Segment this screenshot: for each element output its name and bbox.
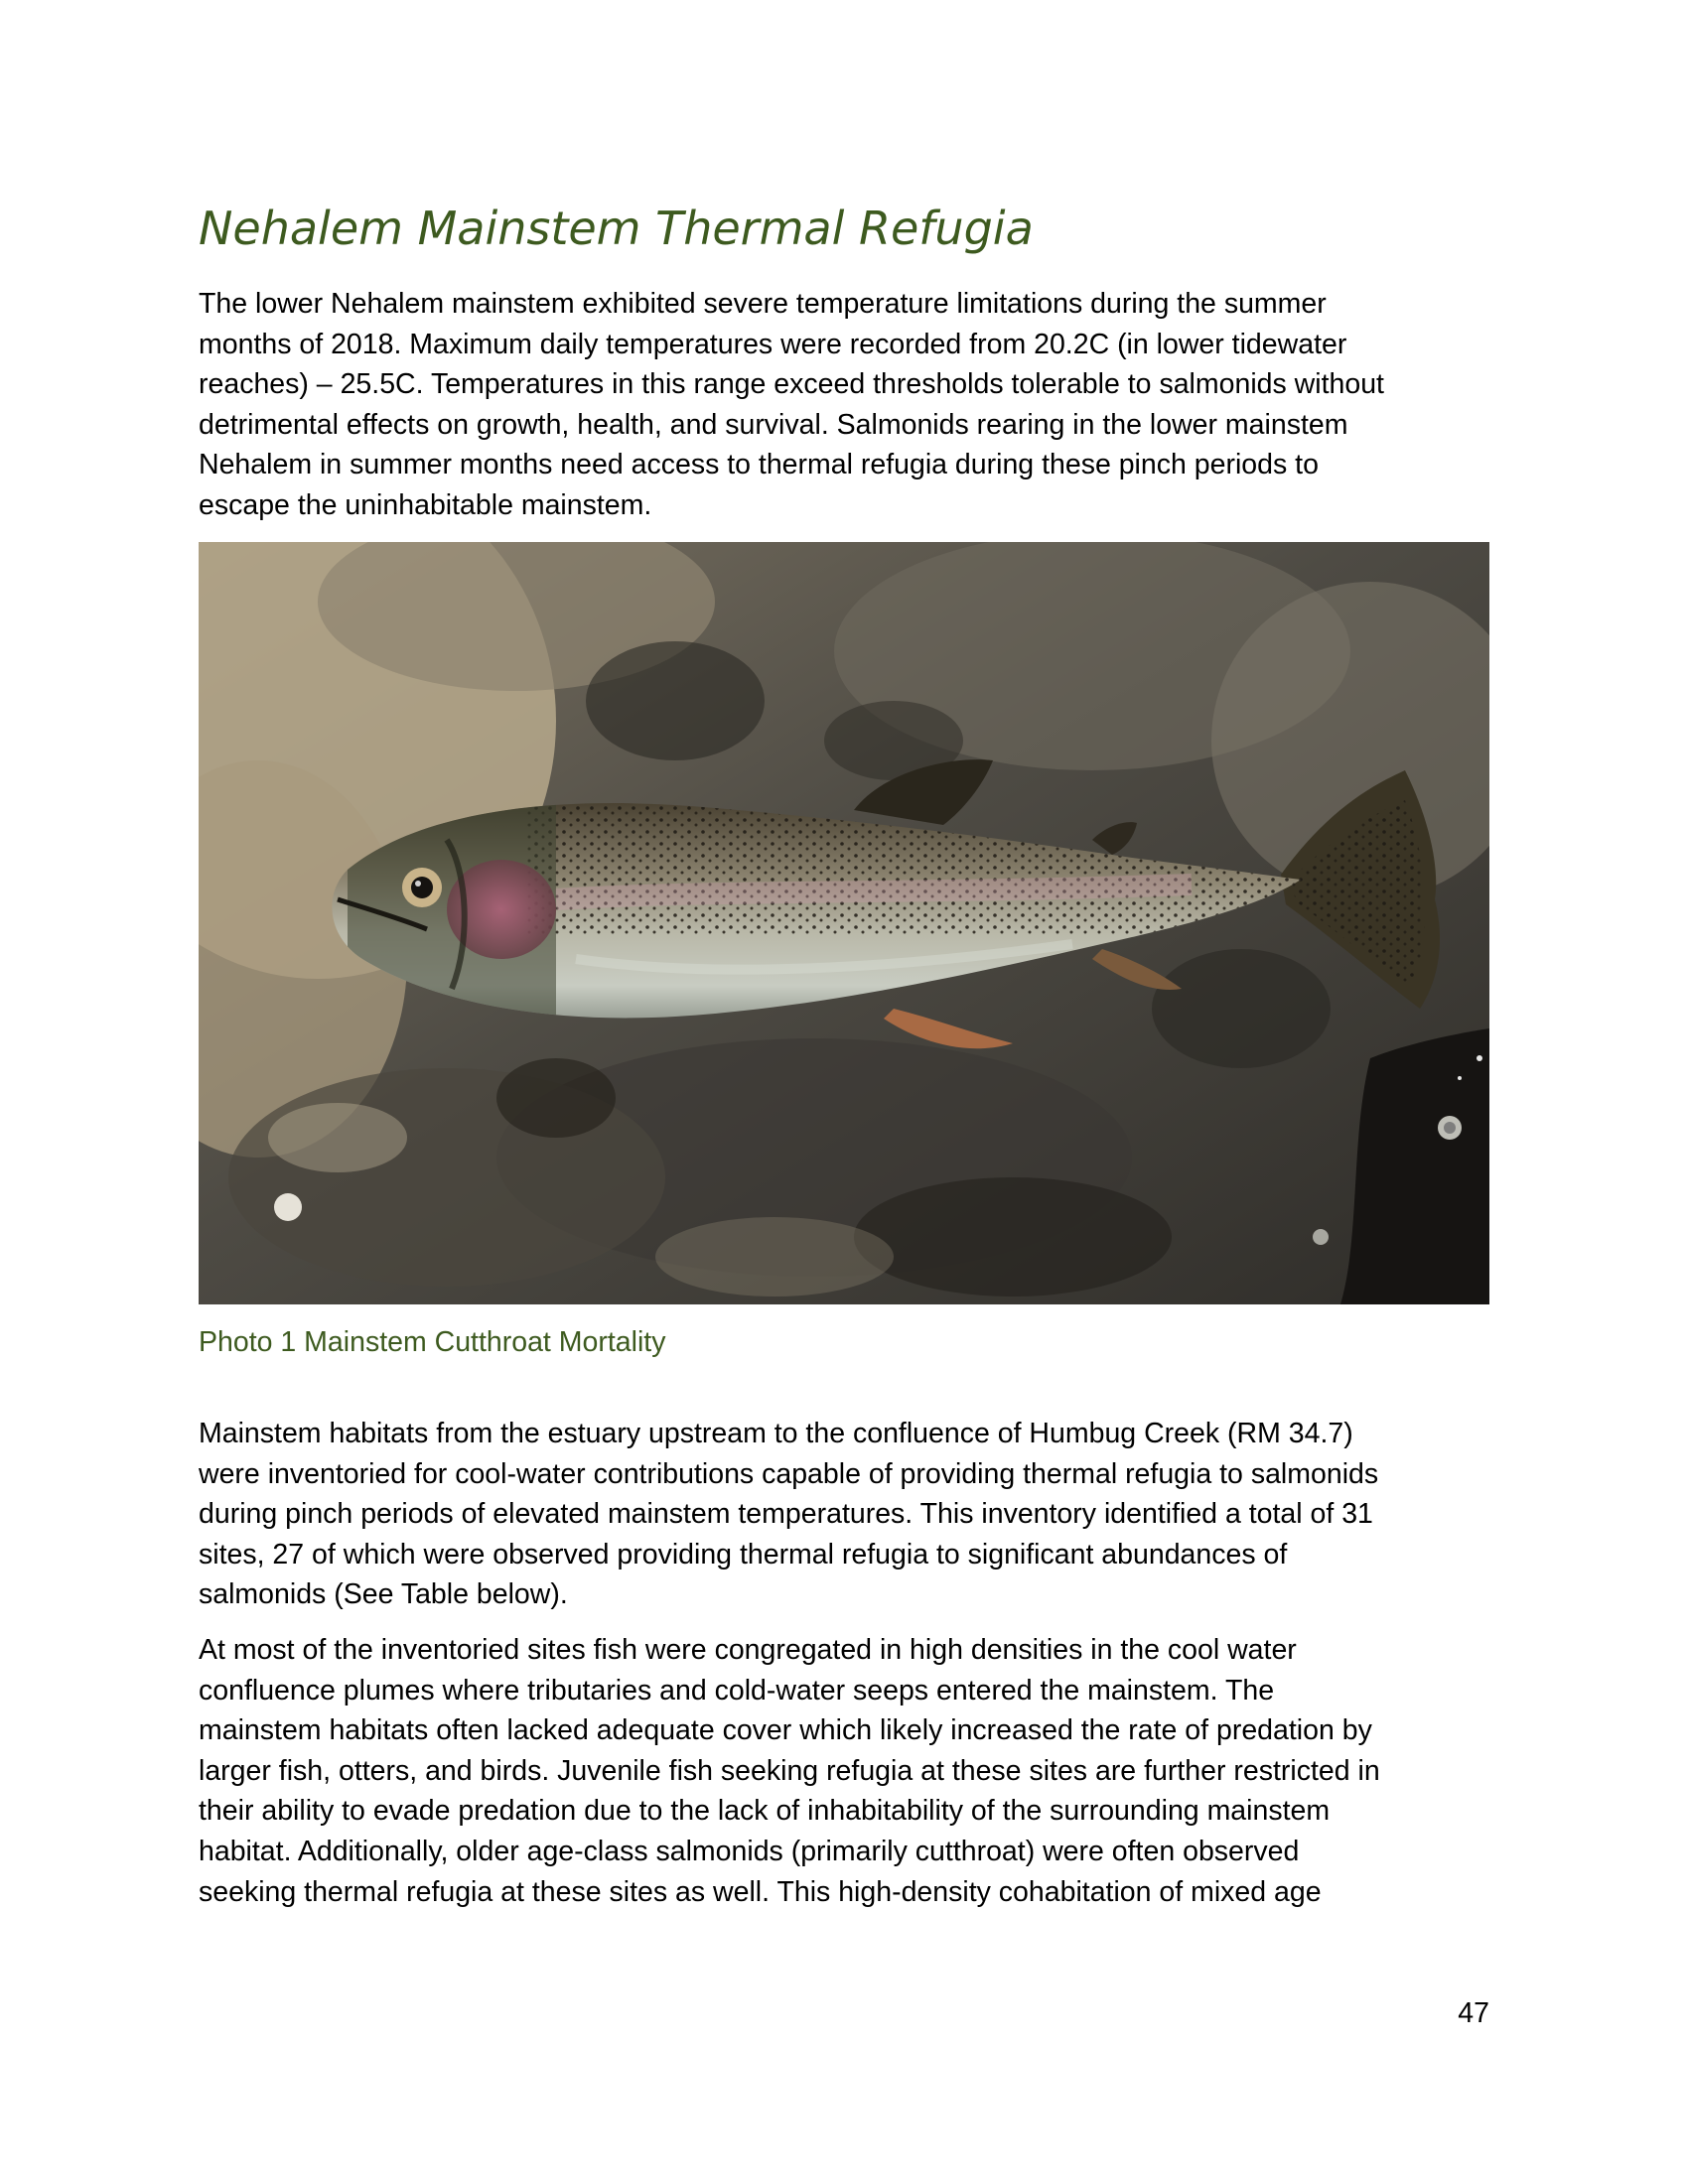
paragraph-line: confluence plumes where tributaries and cold-water seeps entered the mainstem. The	[199, 1674, 1275, 1706]
paragraph-line: Mainstem habitats from the estuary upstream to the confluence of Humbug Creek (RM 34.7)	[199, 1418, 1353, 1449]
page-title: Nehalem Mainstem Thermal Refugia	[199, 202, 1034, 255]
paragraph-line: reaches) – 25.5C. Temperatures in this range exceed thresholds tolerable to salmonids without	[199, 368, 1384, 401]
paragraph-line: sites, 27 of which were observed providing thermal refugia to significant abundances of	[199, 1538, 1288, 1570]
paragraph-line: The lower Nehalem mainstem exhibited severe temperature limitations during the summer	[199, 288, 1327, 320]
paragraph-inventory	[199, 1414, 1489, 1615]
paragraph-line: salmonids (See Table below).	[199, 1578, 568, 1611]
paragraph-line: larger fish, otters, and birds. Juvenile fish seeking refugia at these sites are further restricted in	[199, 1754, 1380, 1787]
page-number: 47	[1458, 1997, 1489, 2029]
paragraph-line: detrimental effects on growth, health, and survival. Salmonids rearing in the lower mainstem	[199, 408, 1348, 441]
paragraph-line: during pinch periods of elevated mainstem temperatures. This inventory identified a total of 31	[199, 1498, 1373, 1531]
cutthroat-trout-photo	[199, 542, 1489, 1304]
paragraph-line: escape the uninhabitable mainstem.	[199, 488, 652, 521]
paragraph-line: At most of the inventoried sites fish were congregated in high densities in the cool water	[199, 1634, 1297, 1666]
photo-caption: Photo 1 Mainstem Cutthroat Mortality	[199, 1326, 666, 1358]
paragraph-line: mainstem habitats often lacked adequate cover which likely increased the rate of predation by	[199, 1714, 1372, 1747]
paragraph-temperature-limitations	[199, 284, 1489, 526]
paragraph-predation	[199, 1630, 1489, 1912]
paragraph-line: Nehalem in summer months need access to thermal refugia during these pinch periods to	[199, 449, 1319, 481]
paragraph-line: their ability to evade predation due to the lack of inhabitability of the surrounding mainstem	[199, 1795, 1331, 1828]
paragraph-line: habitat. Additionally, older age-class salmonids (primarily cutthroat) were often observed	[199, 1835, 1300, 1867]
paragraph-line: months of 2018. Maximum daily temperatures were recorded from 20.2C (in lower tidewater	[199, 328, 1347, 360]
paragraph-line: were inventoried for cool-water contributions capable of providing thermal refugia to salmonids	[199, 1457, 1379, 1490]
paragraph-line: seeking thermal refugia at these sites as well. This high-density cohabitation of mixed age	[199, 1875, 1322, 1908]
